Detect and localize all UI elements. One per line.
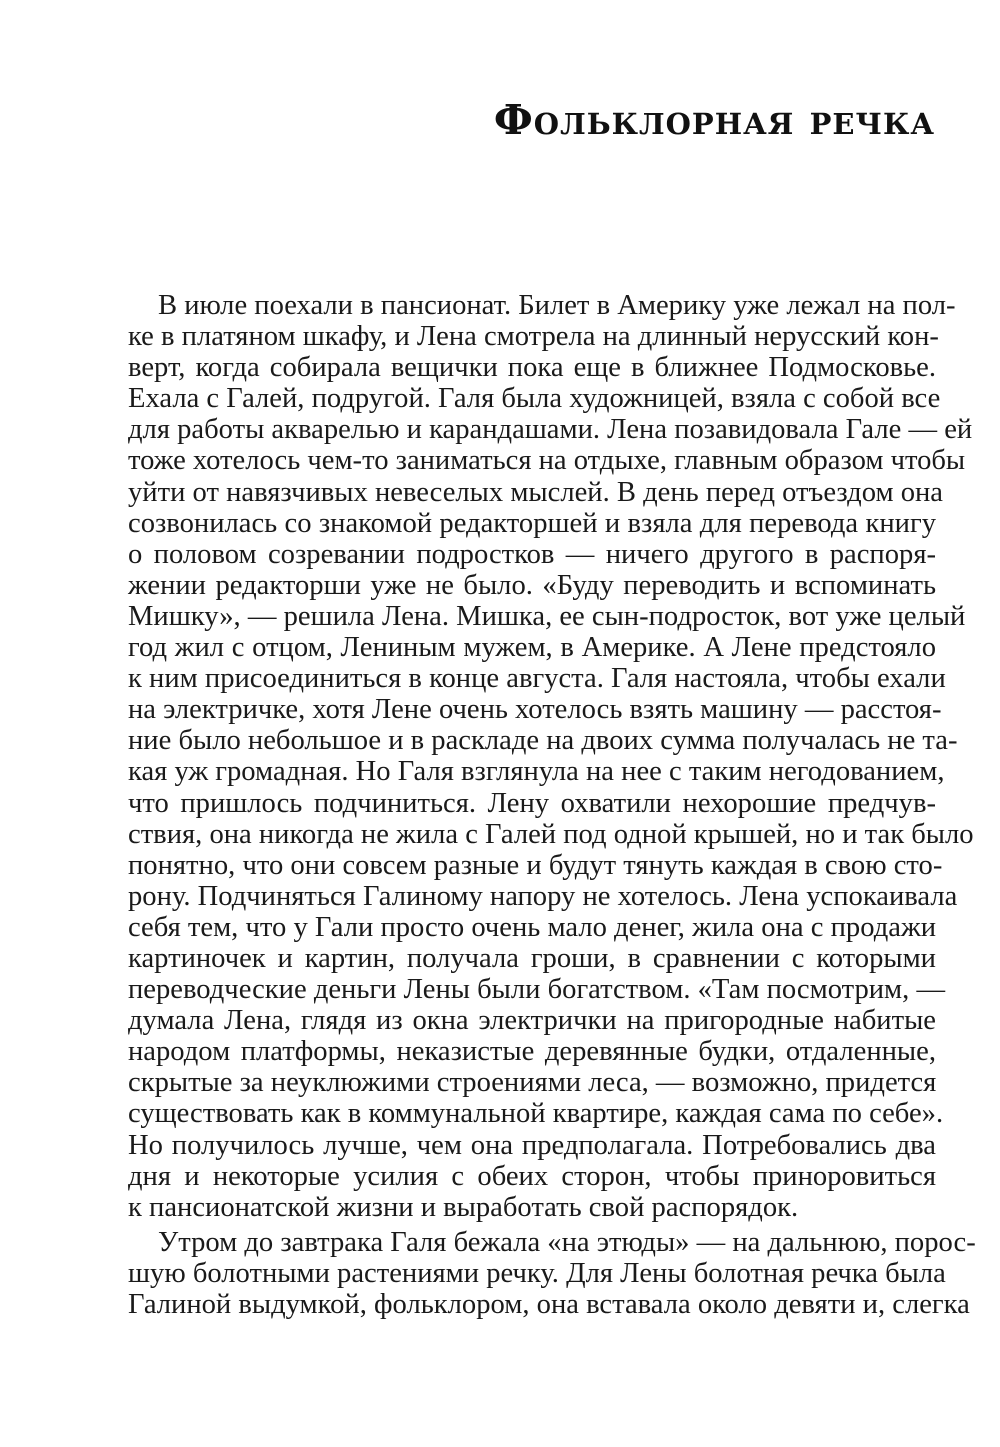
text-line: понятно, что они совсем разные и будут тянуть каждая в свою сто- bbox=[128, 849, 943, 881]
text-line: рону. Подчиняться Галиному напору не хотелось. Лена успокаивала bbox=[128, 880, 958, 912]
text-line: о половом созревании подростков — ничего другого в распоря- bbox=[128, 538, 936, 570]
text-line: для работы акварелью и карандашами. Лена позавидовала Гале — ей bbox=[128, 414, 973, 446]
text-line: тоже хотелось чем-то заниматься на отдыхе, главным образом чтобы bbox=[128, 445, 966, 477]
chapter-title: Фольклорная речка bbox=[493, 96, 935, 144]
text-line: ствия, она никогда не жила с Галей под одной крышей, но и так было bbox=[128, 818, 974, 850]
text-line: шую болотными растениями речку. Для Лены болотная речка была bbox=[128, 1257, 946, 1289]
text-line: скрытые за неуклюжими строениями леса, — возможно, придется bbox=[128, 1067, 937, 1099]
text-line: В июле поехали в пансионат. Билет в Америку уже лежал на пол- bbox=[158, 290, 956, 321]
text-line: к пансионатской жизни и выработать свой распорядок. bbox=[128, 1191, 799, 1223]
text-line: верт, когда собирала вещички пока еще в ближнее Подмосковье. bbox=[128, 352, 936, 384]
text-line: Галиной выдумкой, фольклором, она вставала около девяти и, слегка bbox=[128, 1289, 970, 1320]
paragraph bbox=[128, 1226, 976, 1320]
text-line: жении редакторши уже не было. «Буду переводить и вспоминать bbox=[128, 569, 936, 601]
text-line: Но получилось лучше, чем она предполагала. Потребовались два bbox=[128, 1129, 936, 1161]
text-line: картиночек и картин, получала гроши, в сравнении с которыми bbox=[128, 942, 936, 974]
text-line: существовать как в коммунальной квартире, каждая сама по себе». bbox=[128, 1098, 944, 1130]
text-line: к ним присоединиться в конце августа. Галя настояла, чтобы ехали bbox=[128, 663, 946, 695]
text-line: Мишку», — решила Лена. Мишка, ее сын-подросток, вот уже целый bbox=[128, 600, 966, 632]
text-line: народом платформы, неказистые деревянные будки, отдаленные, bbox=[128, 1036, 936, 1068]
text-line: переводческие деньги Лены были богатством. «Там посмотрим, — bbox=[128, 974, 946, 1006]
text-line: ке в платяном шкафу, и Лена смотрела на длинный нерусский кон- bbox=[128, 321, 939, 353]
text-line: год жил с отцом, Лениным мужем, в Америке. А Лене предстояло bbox=[128, 632, 936, 664]
text-line: Утром до завтрака Галя бежала «на этюды» — на дальнюю, порос- bbox=[158, 1226, 976, 1258]
text-line: кая уж громадная. Но Галя взглянула на нее с таким негодованием, bbox=[128, 756, 945, 788]
text-line: что пришлось подчиниться. Лену охватили нехорошие предчув- bbox=[128, 787, 936, 819]
text-line: уйти от навязчивых невеселых мыслей. В день перед отъездом она bbox=[128, 476, 943, 508]
text-line: на электричке, хотя Лене очень хотелось взять машину — расстоя- bbox=[128, 694, 942, 726]
text-line: ние было небольшое и в раскладе на двоих сумма получалась не та- bbox=[128, 725, 958, 757]
paragraph bbox=[128, 290, 974, 1223]
text-line: думала Лена, глядя из окна электрички на пригородные набитые bbox=[128, 1005, 936, 1037]
text-line: себя тем, что у Гали просто очень мало денег, жила она с продажи bbox=[128, 911, 936, 943]
text-line: дня и некоторые усилия с обеих сторон, чтобы приноровиться bbox=[128, 1160, 936, 1192]
text-line: Ехала с Галей, подругой. Галя была художницей, взяла с собой все bbox=[128, 383, 941, 415]
text-body bbox=[128, 290, 976, 1320]
text-line: созвонилась со знакомой редакторшей и взяла для перевода книгу bbox=[128, 507, 936, 539]
